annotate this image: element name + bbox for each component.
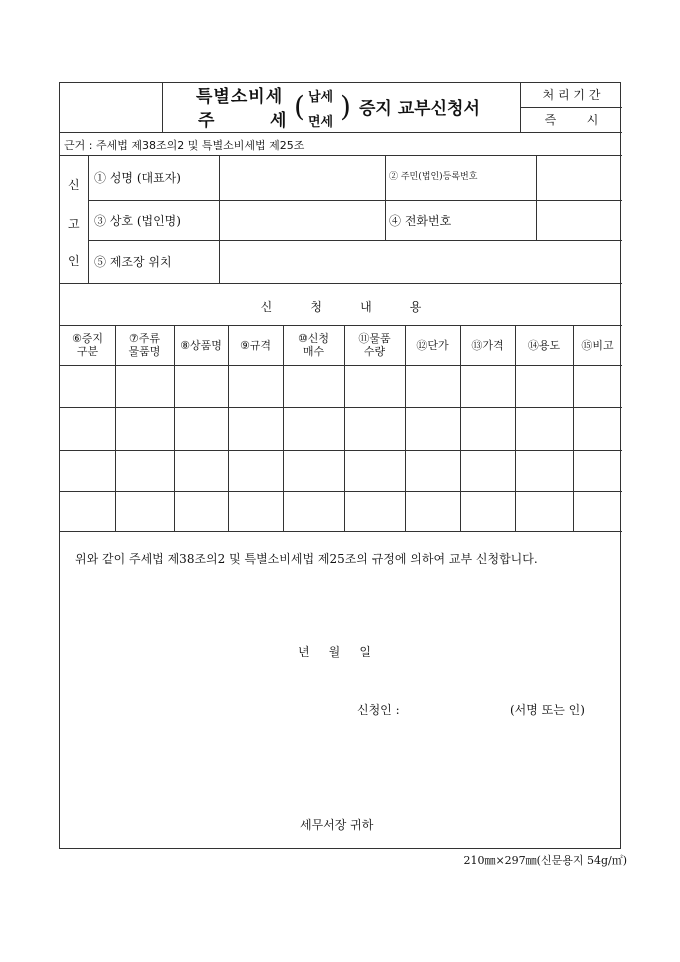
- title-suffix: 증지 교부신청서: [359, 99, 480, 119]
- signature-label: (서명 또는 인): [510, 703, 585, 717]
- reporter-side-char-2: 고: [68, 217, 80, 231]
- processing-period-value: 즉 시: [544, 113, 599, 127]
- title-line2-right: 세: [270, 111, 287, 131]
- paper-spec: 210㎜×297㎜(신문용지 54g/㎡): [463, 854, 627, 867]
- table-row[interactable]: [60, 491, 622, 531]
- applicant-label: 신청인 :: [357, 703, 400, 717]
- column-header-3: ⑧상품명: [180, 338, 222, 352]
- column-header-7: ⑫단가: [416, 338, 449, 352]
- reporter-side-char-1: 신: [68, 178, 80, 192]
- open-paren: (: [294, 90, 305, 123]
- processing-period-label: 처 리 기 간: [542, 88, 601, 102]
- table-row[interactable]: [60, 450, 622, 491]
- close-paren: ): [340, 90, 351, 123]
- table-row[interactable]: [60, 365, 622, 407]
- phone-label: ④ 전화번호: [389, 214, 452, 228]
- paren-top-text: 납세: [308, 90, 334, 105]
- column-header-9: ⑭용도: [527, 338, 561, 352]
- column-header-6: ⑪물품 수량: [358, 332, 391, 358]
- column-header-2: ⑦주류 물품명: [128, 332, 161, 358]
- date-line: 년 월 일: [298, 645, 371, 659]
- factory-location-label: ⑤ 제조장 위치: [94, 255, 172, 269]
- column-header-5: ⑩신청 매수: [297, 332, 330, 358]
- column-header-8: ⑬가격: [471, 338, 504, 352]
- table-row[interactable]: [60, 407, 622, 450]
- column-header-1: ⑥증지 구분: [71, 332, 104, 358]
- application-form: [59, 82, 621, 849]
- title-line2-left: 주: [198, 111, 215, 131]
- reporter-side-char-3: 인: [68, 254, 80, 268]
- id-number-label: ② 주민(법인)등록번호: [389, 172, 478, 182]
- company-label: ③ 상호 (법인명): [94, 214, 181, 228]
- column-header-10: ⑮비고: [581, 338, 614, 352]
- column-header-4: ⑨규격: [239, 338, 272, 352]
- title-line1: 특별소비세: [196, 87, 284, 107]
- name-label: ① 성명 (대표자): [94, 171, 181, 185]
- paren-bottom-text: 면세: [308, 115, 334, 130]
- addressee: 세무서장 귀하: [300, 818, 374, 832]
- declaration-text: 위와 같이 주세법 제38조의2 및 특별소비세법 제25조의 규정에 의하여 교부 신청합니다.: [75, 552, 538, 566]
- basis-text: 근거 : 주세법 제38조의2 및 특별소비세법 제25조: [64, 139, 305, 152]
- section-title: 신 청 내 용: [260, 300, 422, 314]
